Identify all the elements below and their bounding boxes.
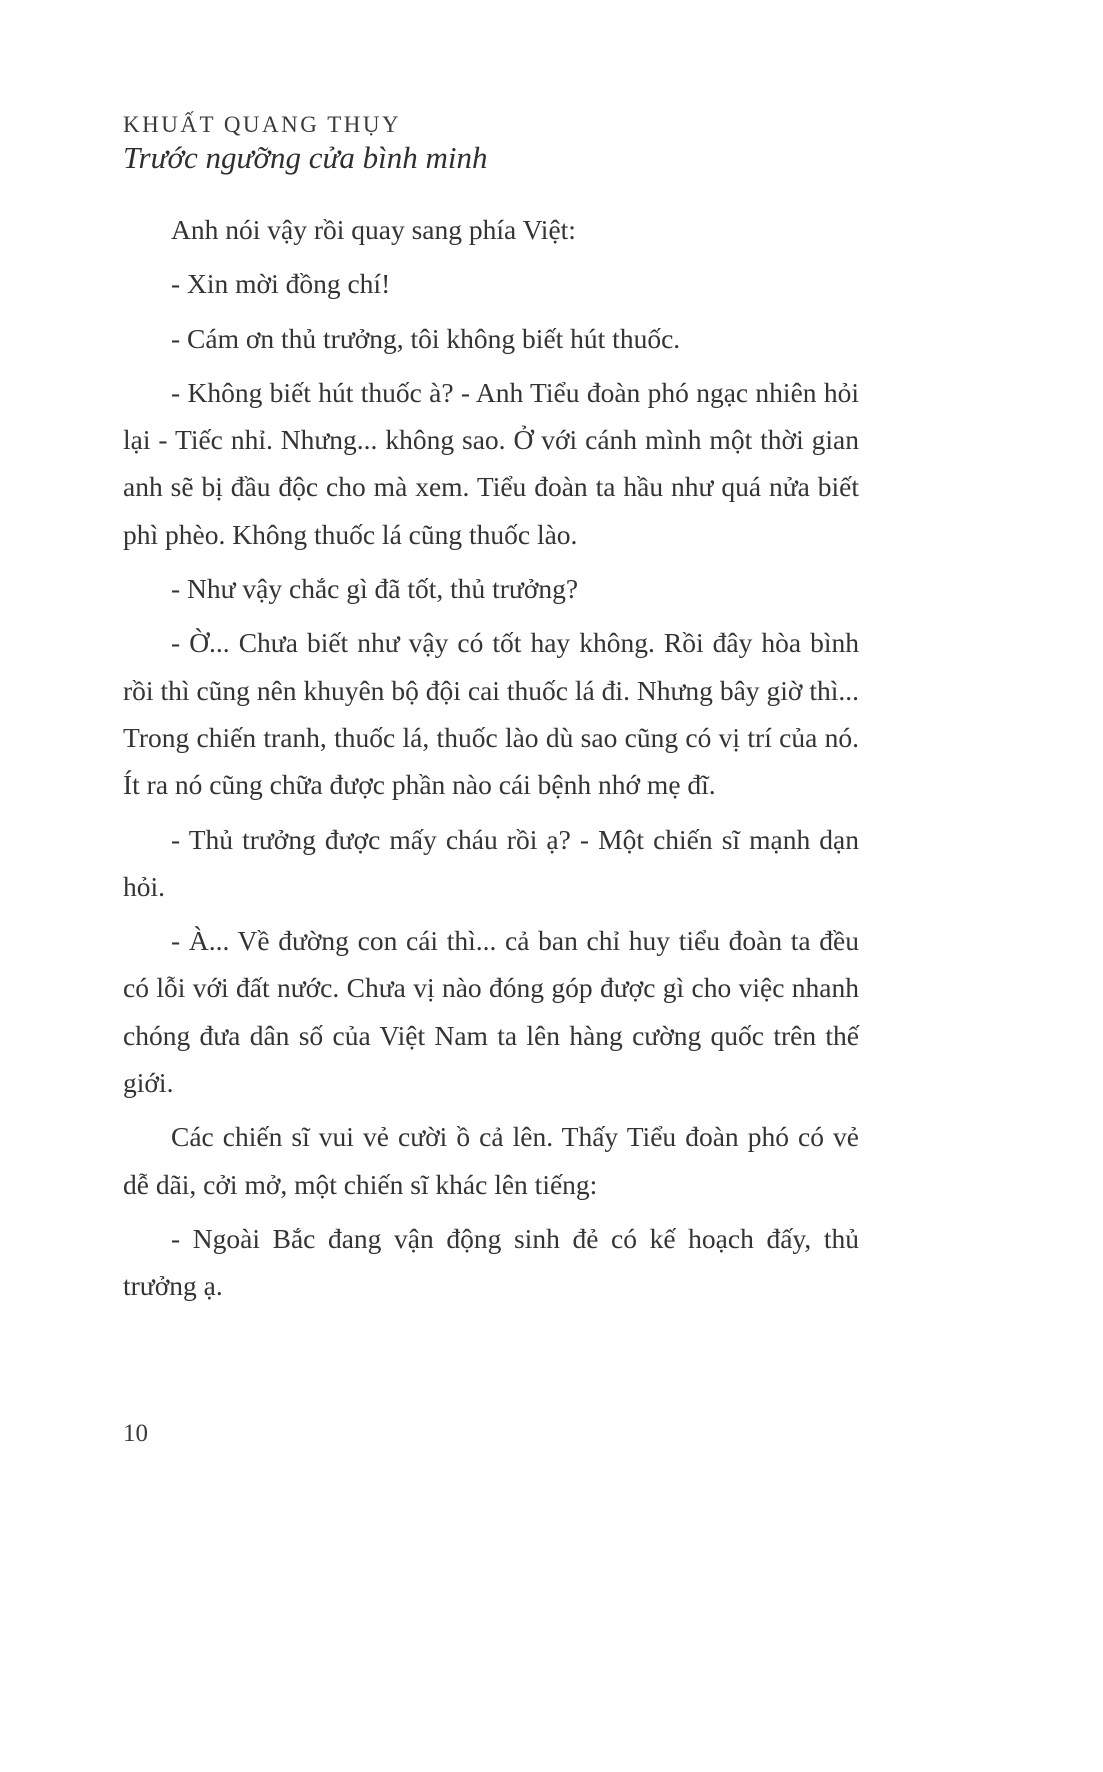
paragraph: - Thủ trưởng được mấy cháu rồi ạ? - Một chiến sĩ mạnh dạn hỏi. (123, 823, 859, 902)
author-name: KHUẤT QUANG THỤY (123, 112, 402, 137)
paragraph: Các chiến sĩ vui vẻ cười ồ cả lên. Thấy Tiểu đoàn phó có vẻ dễ dãi, cởi mở, một chiến sĩ khác lên tiếng: (123, 1121, 859, 1200)
paragraph: - Không biết hút thuốc à? - Anh Tiểu đoàn phó ngạc nhiên hỏi lại - Tiếc nhỉ. Nhưng... không sao. Ở với cánh mình một thời gian anh sẽ bị đầu độc cho mà xem. Tiểu đoàn ta hầu như quá nửa biết phì phèo. Không thuốc lá cũng thuốc lào. (123, 376, 859, 550)
book-title: Trước ngưỡng cửa bình minh (123, 140, 488, 176)
paragraph: - Cám ơn thủ trưởng, tôi không biết hút thuốc. (171, 322, 681, 354)
paragraph: - Ờ... Chưa biết như vậy có tốt hay không. Rồi đây hòa bình rồi thì cũng nên khuyên bộ đội cai thuốc lá đi. Nhưng bây giờ thì... Trong chiến tranh, thuốc lá, thuốc lào dù sao cũng có vị trí của nó. Ít ra nó cũng chữa được phần nào cái bệnh nhớ mẹ đĩ. (123, 627, 859, 801)
body-text (123, 206, 859, 1310)
paragraph: - Xin mời đồng chí! (171, 268, 391, 300)
paragraph: - Ngoài Bắc đang vận động sinh đẻ có kế hoạch đấy, thủ trưởng ạ. (123, 1222, 859, 1302)
paragraph: - À... Về đường con cái thì... cả ban chỉ huy tiểu đoàn ta đều có lỗi với đất nước. Chưa vị nào đóng góp được gì cho việc nhanh chóng đưa dân số của Việt Nam ta lên hàng cường quốc trên thế giới. (123, 925, 859, 1098)
page-number: 10 (123, 1420, 148, 1447)
paragraph: - Như vậy chắc gì đã tốt, thủ trưởng? (171, 573, 579, 605)
paragraph: Anh nói vậy rồi quay sang phía Việt: (171, 213, 576, 245)
page-header (123, 112, 859, 176)
page-content (123, 112, 859, 1316)
